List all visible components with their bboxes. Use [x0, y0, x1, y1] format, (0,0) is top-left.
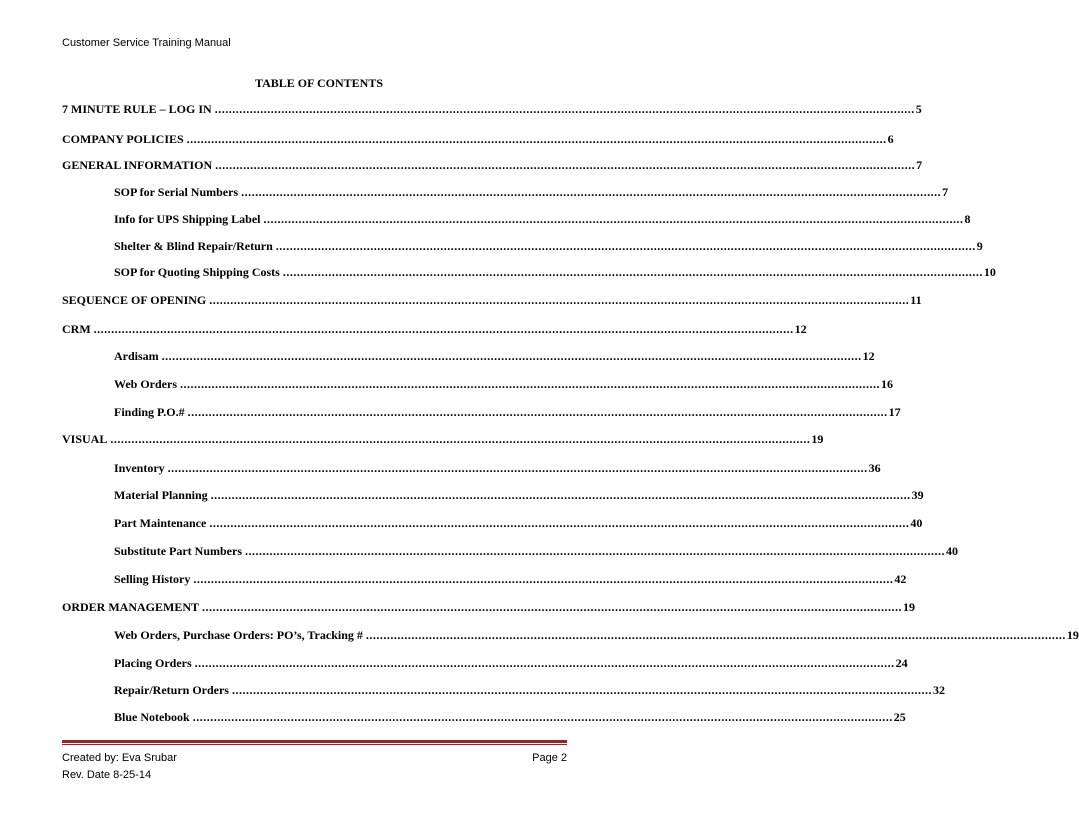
toc-entry-label: Web Orders: [114, 376, 180, 392]
created-by: Created by: Eva Srubar: [62, 752, 177, 764]
toc-entry[interactable]: [62, 431, 824, 447]
toc-entry-page: 19: [1066, 628, 1079, 642]
toc-entry-label: Finding P.O.#: [114, 404, 188, 420]
toc-entry[interactable]: [62, 599, 915, 615]
toc-entry[interactable]: [62, 131, 894, 147]
toc-entry-page: 12: [862, 349, 875, 363]
toc-entry-label: SOP for Serial Numbers: [114, 184, 241, 200]
toc-entry-label: SEQUENCE OF OPENING: [62, 292, 209, 308]
toc-entry-label: Part Maintenance: [114, 515, 209, 531]
leader-dots: ........................................................................................................................................................................................................: [214, 102, 915, 116]
toc-entry-label: Web Orders, Purchase Orders: PO’s, Tracking #: [114, 627, 366, 643]
leader-dots: ........................................................................................................................................................................................................: [209, 516, 910, 530]
leader-dots: ........................................................................................................................................................................................................: [202, 600, 902, 614]
toc-entry[interactable]: [114, 709, 906, 725]
toc-entry-page: 40: [910, 516, 923, 530]
toc-entry-label: 7 MINUTE RULE – LOG IN: [62, 101, 215, 117]
toc-entry-page: 40: [946, 544, 958, 558]
leader-dots: ........................................................................................................................................................................................................: [241, 185, 942, 199]
toc-entry[interactable]: [114, 404, 901, 420]
leader-dots: ........................................................................................................................................................................................................: [93, 322, 794, 336]
toc-entry-label: CRM: [62, 321, 94, 337]
toc-entry[interactable]: [62, 101, 922, 117]
toc-entry-label: Substitute Part Numbers: [114, 543, 245, 559]
toc-entry-page: 36: [868, 461, 881, 475]
toc-entry-page: 6: [887, 132, 894, 146]
toc-entry-page: 8: [964, 212, 971, 226]
toc-entry-page: 7: [942, 185, 949, 199]
toc-entry[interactable]: [114, 460, 881, 476]
toc-entry-label: Info for UPS Shipping Label: [114, 211, 264, 227]
toc-entry-label: COMPANY POLICIES: [62, 131, 187, 147]
toc-entry-label: Selling History: [114, 571, 193, 587]
toc-entry[interactable]: [114, 543, 958, 559]
toc-entry-page: 7: [916, 158, 923, 172]
toc-entry-page: 10: [983, 265, 996, 279]
toc-entry-page: 25: [893, 710, 906, 724]
leader-dots: ........................................................................................................................................................................................................: [186, 132, 887, 146]
toc-entry[interactable]: [114, 184, 949, 200]
leader-dots: ........................................................................................................................................................................................................: [209, 293, 910, 307]
toc-entry-label: VISUAL: [62, 431, 110, 447]
toc-entry-page: 9: [976, 239, 983, 253]
page-number: Page 2: [532, 752, 567, 764]
toc-entry[interactable]: [114, 487, 924, 503]
leader-dots: ........................................................................................................................................................................................................: [110, 432, 811, 446]
toc-entry[interactable]: [114, 571, 907, 587]
running-header: Customer Service Training Manual: [62, 37, 231, 49]
leader-dots: ........................................................................................................................................................................................................: [180, 377, 880, 391]
toc-entry-label: Shelter & Blind Repair/Return: [114, 238, 276, 254]
toc-entry[interactable]: [62, 321, 807, 337]
toc-entry[interactable]: [114, 376, 893, 392]
toc-entry[interactable]: [114, 655, 908, 671]
leader-dots: ........................................................................................................................................................................................................: [365, 628, 1066, 642]
toc-entry-label: Blue Notebook: [114, 709, 193, 725]
leader-dots: ........................................................................................................................................................................................................: [245, 544, 945, 558]
toc-entry[interactable]: [114, 211, 971, 227]
toc-entry-page: 32: [932, 683, 945, 697]
toc-entry[interactable]: [114, 682, 945, 698]
toc-entry[interactable]: [114, 238, 983, 254]
toc-entry-page: 11: [910, 293, 922, 307]
toc-entry-page: 19: [903, 600, 915, 614]
toc-entry[interactable]: [114, 515, 923, 531]
toc-entry-label: SOP for Quoting Shipping Costs: [114, 264, 283, 280]
leader-dots: ........................................................................................................................................................................................................: [194, 656, 895, 670]
toc-entry[interactable]: [114, 264, 996, 280]
toc-entry-label: Ardisam: [114, 348, 162, 364]
toc-entry-page: 17: [888, 405, 901, 419]
toc-entry-page: 12: [794, 322, 807, 336]
toc-entry-label: Material Planning: [114, 487, 211, 503]
leader-dots: ........................................................................................................................................................................................................: [231, 683, 932, 697]
toc-title: TABLE OF CONTENTS: [254, 76, 384, 90]
toc-entry-page: 39: [911, 488, 924, 502]
leader-dots: ........................................................................................................................................................................................................: [167, 461, 868, 475]
leader-dots: ........................................................................................................................................................................................................: [263, 212, 964, 226]
leader-dots: ........................................................................................................................................................................................................: [161, 349, 862, 363]
footer-rule-thin: [62, 744, 567, 745]
toc-entry[interactable]: [62, 157, 923, 173]
leader-dots: ........................................................................................................................................................................................................: [215, 158, 916, 172]
toc-entry[interactable]: [114, 348, 875, 364]
revision-date: Rev. Date 8-25-14: [62, 769, 152, 781]
leader-dots: ........................................................................................................................................................................................................: [282, 265, 983, 279]
leader-dots: ........................................................................................................................................................................................................: [193, 572, 894, 586]
leader-dots: ........................................................................................................................................................................................................: [275, 239, 976, 253]
toc-entry[interactable]: [114, 627, 1079, 643]
page-footer: [62, 750, 567, 784]
toc-entry-label: Placing Orders: [114, 655, 195, 671]
leader-dots: ........................................................................................................................................................................................................: [192, 710, 893, 724]
toc-entry-page: 5: [915, 102, 922, 116]
toc-entry-page: 42: [894, 572, 907, 586]
toc-entry-label: Inventory: [114, 460, 168, 476]
toc-entry-page: 19: [811, 432, 824, 446]
toc-entry-label: GENERAL INFORMATION: [62, 157, 215, 173]
toc-entry-page: 24: [895, 656, 908, 670]
footer-rule-thick: [62, 740, 567, 743]
leader-dots: ........................................................................................................................................................................................................: [187, 405, 888, 419]
toc-entry[interactable]: [62, 292, 922, 308]
toc-entry-label: Repair/Return Orders: [114, 682, 232, 698]
toc-entry-page: 16: [881, 377, 893, 391]
toc-entry-label: ORDER MANAGEMENT: [62, 599, 202, 615]
leader-dots: ........................................................................................................................................................................................................: [210, 488, 911, 502]
